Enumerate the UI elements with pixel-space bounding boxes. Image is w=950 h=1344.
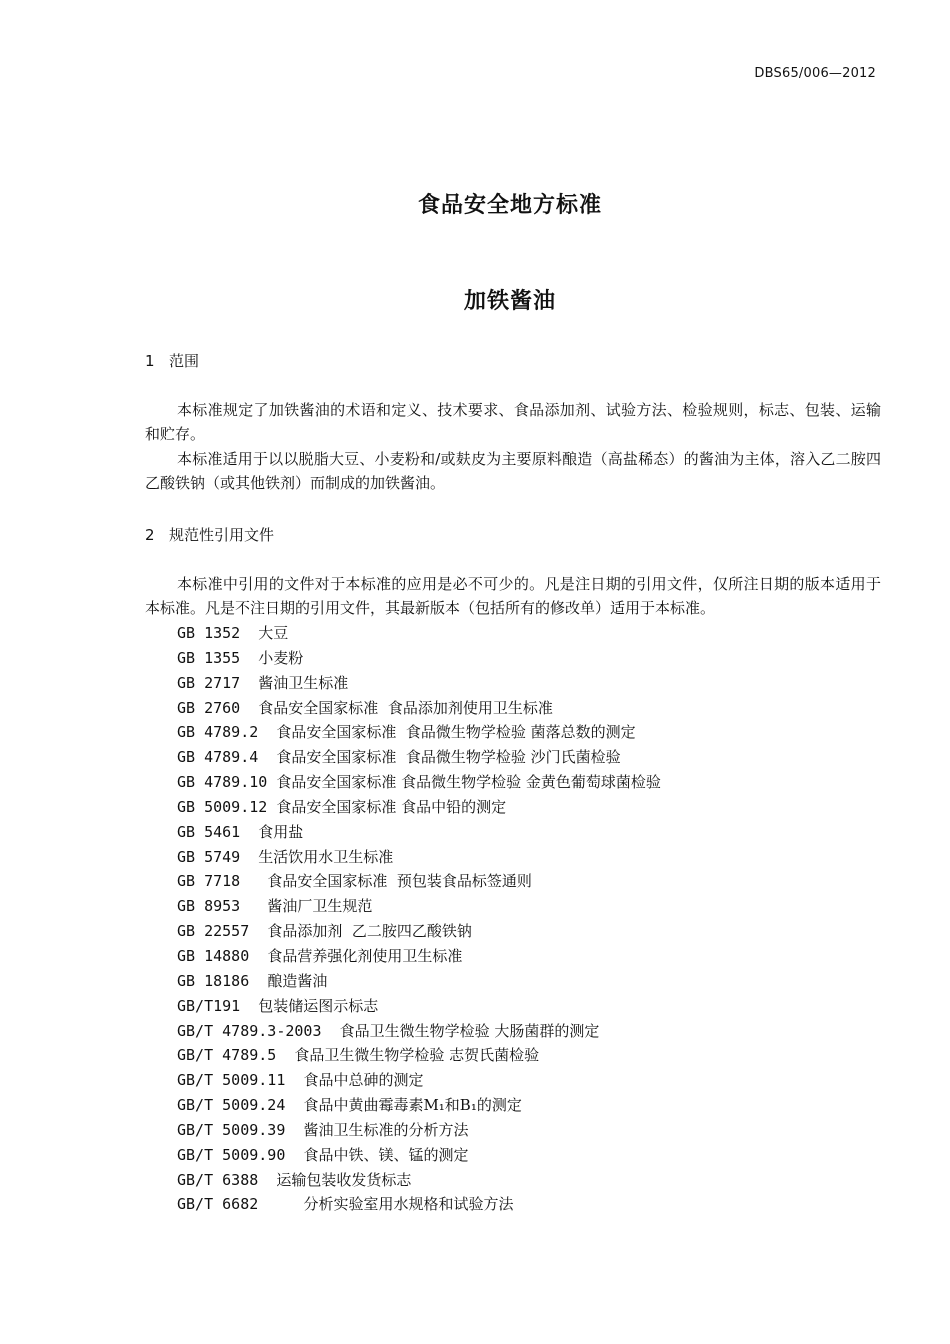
reference-title: 食品安全国家标准 食品添加剂使用卫生标准 — [258, 698, 553, 717]
reference-code: GB 5461 — [177, 822, 259, 841]
reference-item — [177, 944, 661, 969]
reference-item — [177, 621, 661, 646]
reference-item — [177, 1019, 661, 1044]
reference-item — [177, 1168, 661, 1193]
reference-code: GB/T 4789.5 — [177, 1046, 295, 1065]
reference-code: GB 1352 — [177, 624, 259, 642]
section-1-number: 1 — [145, 352, 155, 370]
reference-title: 食品安全国家标准 食品微生物学检验 沙门氏菌检验 — [276, 748, 621, 767]
reference-item — [177, 795, 661, 820]
reference-code: GB 7718 — [177, 872, 268, 891]
reference-item — [177, 1192, 661, 1217]
reference-code: GB/T 5009.24 — [177, 1096, 304, 1115]
document-code: DBS65/006—2012 — [754, 66, 876, 81]
section-1-paragraph-1: 本标准规定了加铁酱油的术语和定义、技术要求、食品添加剂、试验方法、检验规则，标志、包装、运输和贮存。 — [145, 401, 881, 443]
section-2-heading — [145, 524, 274, 545]
reference-code: GB 14880 — [177, 946, 268, 965]
reference-code: GB 18186 — [177, 971, 268, 990]
reference-item — [177, 1093, 661, 1118]
reference-title: 酱油卫生标准 — [258, 673, 349, 692]
reference-title: 食品添加剂 乙二胺四乙酸铁钠 — [267, 922, 472, 941]
reference-item — [177, 1043, 661, 1068]
main-title: 食品安全地方标准 — [417, 193, 602, 218]
reference-code: GB 1355 — [177, 648, 259, 667]
reference-title: 食品中总砷的测定 — [303, 1071, 424, 1090]
reference-item — [177, 770, 661, 795]
reference-item — [177, 894, 661, 919]
reference-title: 酱油厂卫生规范 — [267, 897, 373, 916]
reference-title: 运输包装收发货标志 — [276, 1170, 412, 1189]
reference-item — [177, 696, 661, 721]
reference-code: GB 4789.2 — [177, 723, 277, 742]
reference-item — [177, 845, 661, 870]
reference-item — [177, 646, 661, 671]
reference-title: 生活饮用水卫生标准 — [258, 847, 394, 866]
reference-title: 分析实验室用水规格和试验方法 — [303, 1195, 514, 1214]
reference-title: 大豆 — [258, 624, 289, 642]
reference-title: 酿造酱油 — [267, 971, 328, 990]
reference-title: 食品安全国家标准 食品微生物学检验 菌落总数的测定 — [276, 723, 636, 742]
section-2-intro: 本标准中引用的文件对于本标准的应用是必不可少的。凡是注日期的引用文件，仅所注日期的版本适用于本标准。凡是不注日期的引用文件，其最新版本（包括所有的修改单）适用于本标准。 — [145, 575, 881, 617]
section-2-number: 2 — [145, 526, 155, 544]
reference-code: GB 2760 — [177, 698, 259, 717]
sub-title: 加铁酱油 — [463, 289, 556, 314]
reference-item — [177, 919, 661, 944]
reference-item — [177, 671, 661, 696]
reference-title: 小麦粉 — [258, 648, 304, 667]
reference-title: 包装储运图示标志 — [258, 996, 379, 1015]
reference-code: GB 5749 — [177, 847, 259, 866]
reference-item — [177, 869, 661, 894]
reference-item — [177, 969, 661, 994]
reference-item — [177, 994, 661, 1019]
reference-code: GB 5009.12 — [177, 797, 277, 816]
reference-title: 食品安全国家标准 预包装食品标签通则 — [267, 872, 532, 891]
reference-code: GB/T 5009.39 — [177, 1120, 304, 1139]
reference-title: 酱油卫生标准的分析方法 — [303, 1120, 469, 1139]
reference-code: GB/T 6388 — [177, 1170, 277, 1189]
reference-code: GB 8953 — [177, 897, 268, 916]
reference-title: 食品卫生微生物学检验 志贺氏菌检验 — [294, 1046, 540, 1065]
reference-item — [177, 820, 661, 845]
reference-title: 食品安全国家标准 食品微生物学检验 金黄色葡萄球菌检验 — [276, 773, 661, 792]
reference-code: GB/T 5009.11 — [177, 1071, 304, 1090]
reference-code: GB/T191 — [177, 996, 259, 1015]
reference-code: GB 22557 — [177, 922, 268, 941]
section-1-paragraph-2: 本标准适用于以以脱脂大豆、小麦粉和/或麸皮为主要原料酿造（高盐稀态）的酱油为主体，溶入乙二胺四乙酸铁钠（或其他铁剂）而制成的加铁酱油。 — [145, 450, 881, 492]
reference-code: GB 2717 — [177, 673, 259, 692]
reference-item — [177, 745, 661, 770]
reference-title: 食品卫生微生物学检验 大肠菌群的测定 — [339, 1021, 600, 1040]
reference-code: GB/T 6682 — [177, 1195, 304, 1214]
reference-title: 食品营养强化剂使用卫生标准 — [267, 946, 463, 965]
section-1-title: 范围 — [169, 352, 200, 370]
reference-code: GB 4789.4 — [177, 748, 277, 767]
reference-title: 食用盐 — [258, 822, 304, 841]
section-1-heading — [145, 350, 199, 371]
reference-item — [177, 720, 661, 745]
reference-title: 食品中黄曲霉毒素M₁和B₁的测定 — [303, 1096, 522, 1115]
reference-code: GB/T 4789.3-2003 — [177, 1021, 340, 1040]
reference-title: 食品中铁、镁、锰的测定 — [303, 1145, 469, 1164]
reference-item — [177, 1118, 661, 1143]
reference-item — [177, 1068, 661, 1093]
reference-item — [177, 1143, 661, 1168]
reference-code: GB 4789.10 — [177, 773, 277, 792]
reference-code: GB/T 5009.90 — [177, 1145, 304, 1164]
reference-title: 食品安全国家标准 食品中铅的测定 — [276, 797, 507, 816]
reference-list — [177, 621, 661, 1217]
section-2-title: 规范性引用文件 — [169, 526, 275, 544]
